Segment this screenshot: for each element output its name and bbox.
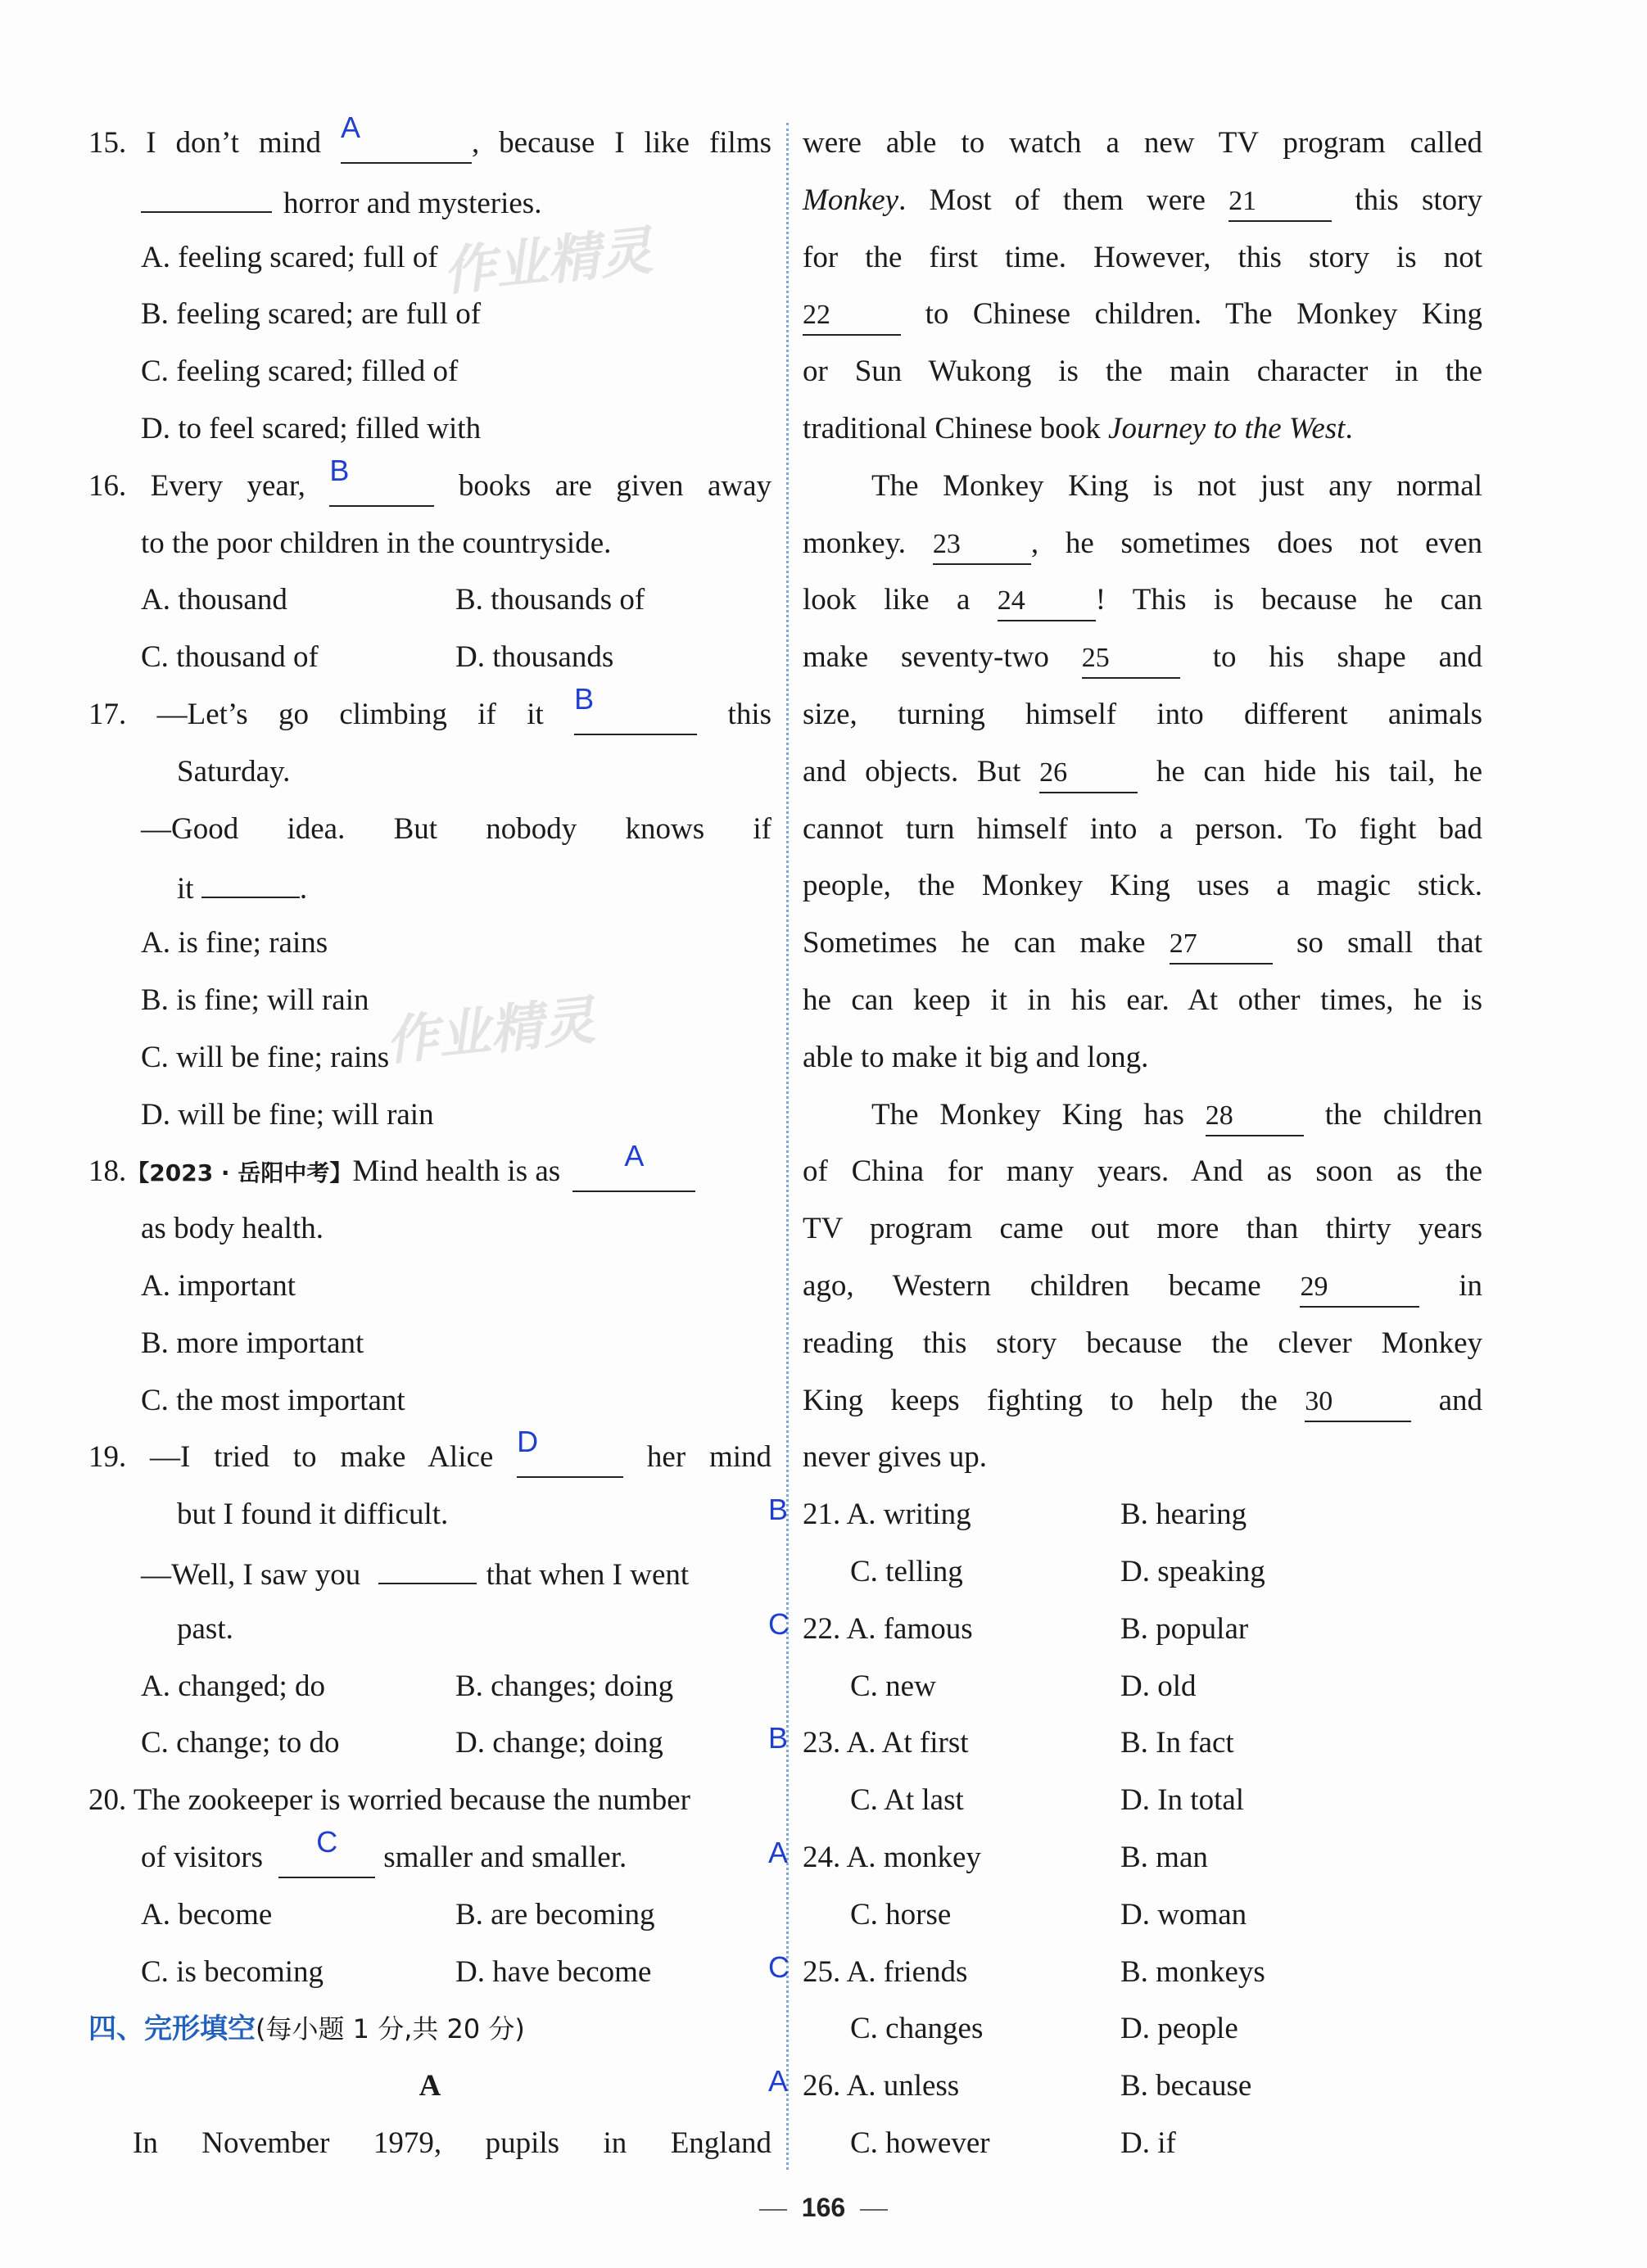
cloze-blank[interactable]: 30 bbox=[1305, 1381, 1411, 1422]
cloze-blank[interactable]: 22 bbox=[803, 295, 901, 336]
cloze-blank[interactable]: 29 bbox=[1300, 1267, 1419, 1308]
cloze-option-25-cd: C. changes D. people bbox=[850, 2012, 1238, 2046]
option: C. thousand of bbox=[141, 640, 319, 675]
cloze-option-23: B 23. A. At first B. In fact bbox=[803, 1715, 1482, 1772]
question-16: 16. Every year, B books are given away bbox=[88, 458, 771, 515]
passage-line: monkey. 23 , he sometimes does not even bbox=[803, 515, 1482, 572]
option-row bbox=[88, 1658, 771, 1715]
passage-line: reading this story because the clever Monkey bbox=[803, 1326, 1482, 1360]
question-line: Saturday. bbox=[177, 754, 291, 788]
passage-line: cannot turn himself into a person. To fight bad bbox=[803, 811, 1482, 846]
question-line: horror and mysteries. bbox=[88, 172, 771, 229]
option-row bbox=[88, 629, 771, 686]
option: C. will be fine; rains bbox=[141, 1040, 390, 1074]
cloze-option-21: B 21. A. writing B. hearing bbox=[803, 1486, 1482, 1543]
handwritten-answer: C bbox=[316, 1824, 338, 1859]
exam-source-tag: 【2023 · 岳阳中考】 bbox=[126, 1159, 353, 1187]
option: C. is becoming bbox=[141, 1954, 324, 1989]
passage-line: make seventy-two 25 to his shape and bbox=[803, 629, 1482, 686]
cloze-blank[interactable]: 23 bbox=[933, 524, 1031, 565]
question-19: 19. —I tried to make Alice D her mind bbox=[88, 1429, 771, 1486]
handwritten-answer: A bbox=[624, 1139, 645, 1173]
answer-blank[interactable] bbox=[201, 857, 300, 898]
passage-line: The Monkey King is not just any normal bbox=[871, 468, 1482, 503]
cloze-option-24: A 24. A. monkey B. man bbox=[803, 1829, 1482, 1886]
question-line: past. bbox=[177, 1611, 233, 1646]
option: C. change; to do bbox=[141, 1726, 340, 1760]
option: D. thousands bbox=[455, 640, 614, 675]
option: D. have become bbox=[455, 1954, 652, 1989]
handwritten-answer: D bbox=[517, 1425, 539, 1459]
passage-line: or Sun Wukong is the main character in the bbox=[803, 355, 1482, 389]
passage-line: and objects. But 26 he can hide his tail, he bbox=[803, 743, 1482, 801]
question-line: as body health. bbox=[141, 1212, 324, 1246]
cloze-blank[interactable]: 27 bbox=[1170, 924, 1273, 965]
option: D. will be fine; will rain bbox=[141, 1097, 434, 1132]
answer-blank[interactable] bbox=[574, 681, 697, 735]
question-line: to the poor children in the countryside. bbox=[141, 526, 612, 560]
option-row bbox=[88, 1944, 771, 2001]
handwritten-answer: B bbox=[768, 1493, 789, 1527]
passage-line: never gives up. bbox=[803, 1440, 988, 1475]
handwritten-answer: A bbox=[768, 2064, 789, 2099]
cloze-blank[interactable]: 24 bbox=[998, 581, 1096, 621]
cloze-option-26-cd: C. however D. if bbox=[850, 2126, 1176, 2160]
page-number: 166 bbox=[0, 2193, 1647, 2223]
question-number: 15. bbox=[88, 126, 127, 160]
handwritten-answer: C bbox=[768, 1606, 790, 1641]
passage-line: TV program came out more than thirty years bbox=[803, 1212, 1482, 1246]
option: B. thousands of bbox=[455, 583, 645, 617]
option: D. to feel scared; filled with bbox=[141, 411, 482, 445]
handwritten-answer: B bbox=[574, 681, 595, 716]
cloze-blank[interactable]: 26 bbox=[1039, 752, 1138, 793]
cloze-option-22: C 22. A. famous B. popular bbox=[803, 1601, 1482, 1658]
option: C. the most important bbox=[141, 1383, 405, 1417]
handwritten-answer: C bbox=[768, 1949, 790, 1984]
passage-line: Monkey. Most of them were 21 this story bbox=[803, 172, 1482, 229]
cloze-blank[interactable]: 28 bbox=[1206, 1096, 1304, 1136]
option: B. feeling scared; are full of bbox=[141, 297, 482, 332]
option: D. change; doing bbox=[455, 1726, 663, 1760]
answer-blank[interactable] bbox=[340, 111, 472, 164]
answer-blank[interactable] bbox=[378, 1543, 477, 1584]
passage-line: look like a 24 ! This is because he can bbox=[803, 572, 1482, 629]
question-line: of visitors C smaller and smaller. bbox=[88, 1829, 771, 1886]
answer-blank[interactable] bbox=[329, 453, 434, 507]
passage-line: were able to watch a new TV program called bbox=[803, 126, 1482, 160]
cloze-option-23-cd: C. At last D. In total bbox=[850, 1783, 1245, 1818]
option: A. become bbox=[141, 1897, 273, 1931]
question-20: 20. The zookeeper is worried because the number bbox=[88, 1783, 690, 1818]
question-15: 15. I don’t mind A , because I like films bbox=[88, 115, 771, 172]
cloze-option-24-cd: C. horse D. woman bbox=[850, 1897, 1247, 1931]
section-note: (每小题 1 分,共 20 分) bbox=[256, 2013, 525, 2045]
option: C. feeling scared; filled of bbox=[141, 355, 459, 389]
question-line: it . bbox=[88, 857, 771, 915]
cloze-blank[interactable]: 21 bbox=[1228, 181, 1332, 222]
passage-line: of China for many years. And as soon as the bbox=[803, 1154, 1482, 1189]
passage-line: Sometimes he can make 27 so small that bbox=[803, 915, 1482, 972]
cloze-option-25: C 25. A. friends B. monkeys bbox=[803, 1944, 1482, 2001]
right-column bbox=[768, 115, 1483, 2172]
answer-blank[interactable] bbox=[141, 172, 272, 213]
passage-line: people, the Monkey King uses a magic stick. bbox=[803, 869, 1482, 903]
passage-line: able to make it big and long. bbox=[803, 1040, 1149, 1074]
option-row bbox=[88, 572, 771, 629]
watermark: 作业精灵 bbox=[382, 990, 598, 1073]
option: B. more important bbox=[141, 1326, 364, 1360]
answer-blank[interactable] bbox=[517, 1425, 623, 1478]
passage-line: 22 to Chinese children. The Monkey King bbox=[803, 286, 1482, 343]
book-title: Journey to the West bbox=[1108, 411, 1346, 445]
passage-line: The Monkey King has 28 the children bbox=[803, 1087, 1482, 1144]
cloze-blank[interactable]: 25 bbox=[1082, 638, 1180, 679]
option-row bbox=[88, 1715, 771, 1772]
passage-line: traditional Chinese book Journey to the West. bbox=[803, 411, 1353, 445]
handwritten-answer: B bbox=[329, 453, 350, 487]
handwritten-answer: A bbox=[340, 111, 360, 144]
cloze-option-22-cd: C. new D. old bbox=[850, 1669, 1197, 1703]
section-heading bbox=[88, 2000, 771, 2058]
option: B. is fine; will rain bbox=[141, 983, 369, 1017]
cloze-option-21-cd: C. telling D. speaking bbox=[850, 1554, 1265, 1588]
watermark: 作业精灵 bbox=[440, 220, 655, 304]
section-title: 四、完形填空 bbox=[88, 2013, 256, 2046]
option: A. feeling scared; full of bbox=[141, 240, 438, 274]
option: B. are becoming bbox=[455, 1897, 655, 1931]
handwritten-answer: A bbox=[768, 1835, 789, 1869]
passage-line: he can keep it in his ear. At other times, he is bbox=[803, 983, 1482, 1017]
handwritten-answer: B bbox=[768, 1721, 789, 1755]
answer-blank[interactable] bbox=[278, 1824, 375, 1878]
option: A. changed; do bbox=[141, 1669, 326, 1703]
passage-line: size, turning himself into different animals bbox=[803, 697, 1482, 731]
option-row bbox=[88, 1886, 771, 1944]
passage-label: A bbox=[419, 2069, 441, 2103]
passage-line: for the first time. However, this story is not bbox=[803, 240, 1482, 274]
answer-blank[interactable] bbox=[572, 1139, 695, 1192]
question-line: —Well, I saw you that when I went bbox=[88, 1543, 771, 1601]
passage-line: ago, Western children became 29 in bbox=[803, 1258, 1482, 1315]
question-line: but I found it difficult. bbox=[177, 1498, 449, 1532]
option: A. is fine; rains bbox=[141, 926, 328, 960]
question-line: —Good idea. But nobody knows if bbox=[141, 811, 771, 846]
question-17: 17. —Let’s go climbing if it B this bbox=[88, 686, 771, 743]
cloze-option-26: A 26. A. unless B. because bbox=[803, 2058, 1482, 2115]
left-column bbox=[88, 111, 772, 2172]
passage-line: King keeps fighting to help the 30 and bbox=[803, 1372, 1482, 1430]
option: A. thousand bbox=[141, 583, 287, 617]
passage-line: In November 1979, pupils in England bbox=[133, 2126, 771, 2160]
option: A. important bbox=[141, 1268, 296, 1303]
option: B. changes; doing bbox=[455, 1669, 674, 1703]
question-18: 18.【2023 · 岳阳中考】Mind health is as A bbox=[88, 1143, 771, 1200]
